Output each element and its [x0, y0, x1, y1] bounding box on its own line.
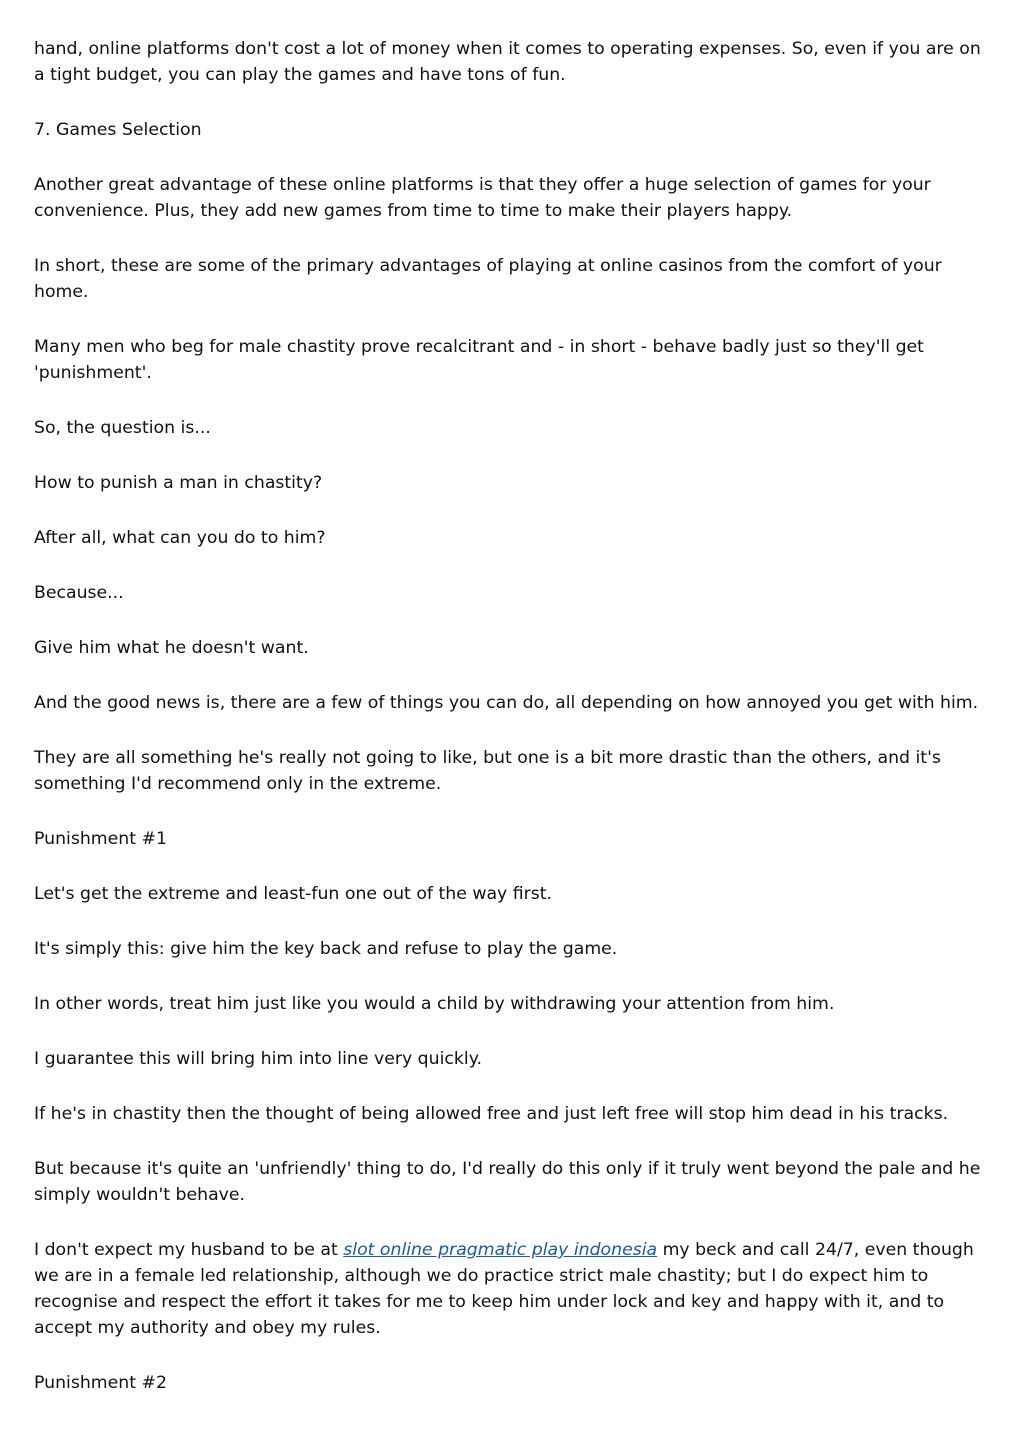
paragraph: Another great advantage of these online platforms is that they offer a huge selection of games for your convenience. Plus, they add new games from time to time to make their players happy. [34, 175, 931, 221]
section-heading: 7. Games Selection [34, 120, 202, 140]
paragraph: They are all something he's really not going to like, but one is a bit more drastic than the others, and it's something I'd recommend only in the extreme. [34, 748, 941, 794]
paragraph: In other words, treat him just like you would a child by withdrawing your attention from him. [34, 994, 835, 1014]
paragraph: Let's get the extreme and least-fun one out of the way first. [34, 884, 553, 904]
paragraph: It's simply this: give him the key back and refuse to play the game. [34, 939, 618, 959]
paragraph: After all, what can you do to him? [34, 528, 326, 548]
paragraph: If he's in chastity then the thought of being allowed free and just left free will stop him dead in his tracks. [34, 1104, 949, 1124]
paragraph-text-after-link: my beck and call 24/7, even though we are in a female led relationship, although we do practice strict male chastity; but I do expect him to recognise and respect the effort it takes for me to keep him under lock and key and happy with it, and to accept my authority and obey my rules. [34, 1240, 974, 1338]
paragraph: Give him what he doesn't want. [34, 638, 309, 658]
document-body [34, 36, 984, 1425]
paragraph: In short, these are some of the primary advantages of playing at online casinos from the comfort of your home. [34, 256, 942, 302]
paragraph-with-link [34, 1237, 984, 1341]
section-heading: Punishment #1 [34, 829, 167, 849]
paragraph: But because it's quite an 'unfriendly' thing to do, I'd really do this only if it truly went beyond the pale and he simply wouldn't behave. [34, 1159, 981, 1205]
section-heading: Punishment #2 [34, 1373, 167, 1393]
paragraph: Because... [34, 583, 124, 603]
slot-link[interactable]: slot online pragmatic play indonesia [343, 1240, 658, 1260]
paragraph: So, the question is... [34, 418, 211, 438]
paragraph: hand, online platforms don't cost a lot of money when it comes to operating expenses. So, even if you are on a tight budget, you can play the games and have tons of fun. [34, 39, 981, 85]
paragraph: Many men who beg for male chastity prove recalcitrant and - in short - behave badly just so they'll get 'punishment'. [34, 337, 924, 383]
paragraph: I guarantee this will bring him into line very quickly. [34, 1049, 482, 1069]
paragraph: And the good news is, there are a few of things you can do, all depending on how annoyed you get with him. [34, 693, 979, 713]
paragraph-text-before-link: I don't expect my husband to be at [34, 1240, 344, 1260]
paragraph: How to punish a man in chastity? [34, 473, 323, 493]
